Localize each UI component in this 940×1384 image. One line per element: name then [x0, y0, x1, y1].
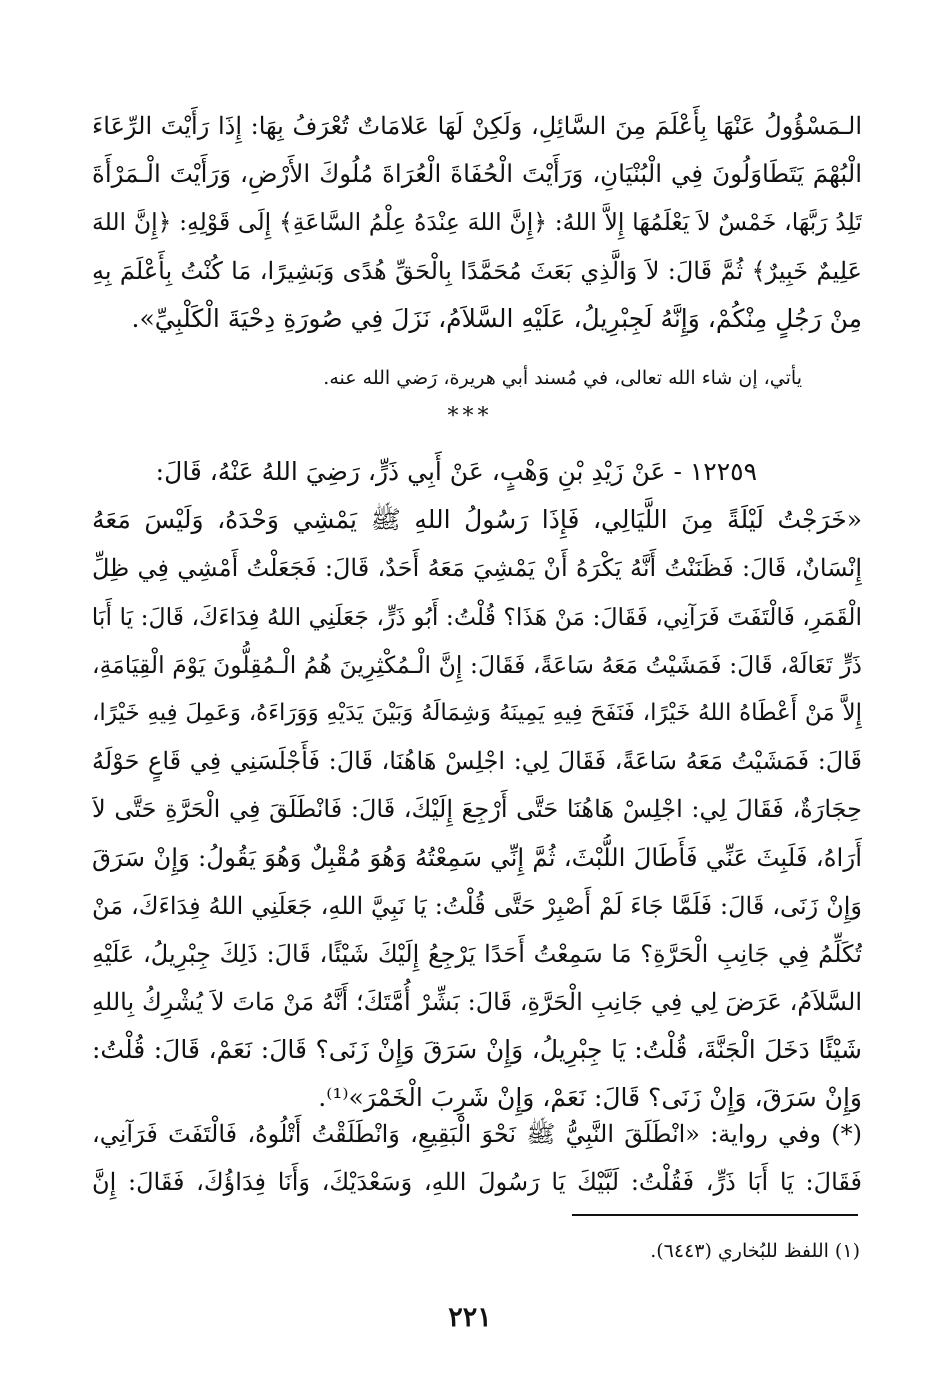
text-line: السَّلاَمُ، عَرَضَ لِي فِي جَانِبِ الْحَرَّةِ، قَالَ: بَشِّرْ أُمَّتَكَ؛ أَنَّهُ مَنْ مَاتَ لاَ يُشْرِكُ بِاللهِ [92, 988, 862, 1017]
page-number: ٢٢١ [448, 1302, 492, 1333]
text-line: الـمَسْؤُولُ عَنْهَا بِأَعْلَمَ مِنَ السَّائِلِ، وَلَكِنْ لَهَا عَلامَاتٌ تُعْرَفُ بِهَا: إِذَا رَأَيْتَ الرِّعَاءَ [92, 112, 862, 140]
text-line: ذَرٍّ تَعَالَهْ، قَالَ: فَمَشَيْتُ مَعَهُ سَاعَةً، فَقَالَ: إِنَّ الْـمُكْثِرِينَ هُمُ الْـمُقِلُّونَ يَوْمَ الْقِيَامَةِ، [92, 650, 862, 679]
footnote-divider [572, 1214, 858, 1216]
text-line: فَقَالَ: يَا أَبَا ذَرٍّ، فَقُلْتُ: لَبَّيْكَ يَا رَسُولَ اللهِ، وَسَعْدَيْكَ، وَأَنَا فِدَاؤُكَ، فَقَالَ: إِنَّ [92, 1168, 862, 1197]
text-line: تُكَلِّمُ فِي جَانِبِ الْحَرَّةِ؟ مَا سَمِعْتُ أَحَدًا يَرْجِعُ إِلَيْكَ شَيْئًا، قَالَ: ذَلِكَ جِبْرِيلُ، عَلَيْهِ [92, 939, 862, 968]
text-line: «خَرَجْتُ لَيْلَةً مِنَ اللَّيَالِي، فَإِذَا رَسُولُ اللهِ ﷺ يَمْشِي وَحْدَهُ، وَلَيْسَ مَعَهُ [92, 505, 862, 535]
text-line: أَرَاهُ، فَلَبِثَ عَنِّي فَأَطَالَ اللُّبْثَ، ثُمَّ إِنِّي سَمِعْتُهُ وَهُوَ مُقْبِلٌ وَهُوَ يَقُولُ: وَإِنْ سَرَقَ [92, 842, 862, 872]
text-line: (*) وفي رواية: «انْطَلَقَ النَّبِيُّ ﷺ نَحْوَ الْبَقِيعِ، وَانْطَلَقْتُ أَتْلُوهُ، فَالْتَفَتَ فَرَآنِي، [92, 1120, 862, 1148]
text-line: شَيْئًا دَخَلَ الْجَنَّةَ، قُلْتُ: يَا جِبْرِيلُ، وَإِنْ سَرَقَ وَإِنْ زَنَى؟ قَالَ: نَعَمْ، قَالَ: قُلْتُ: [92, 1035, 862, 1065]
hadith-heading: ١٢٢٥٩ - عَنْ زَيْدِ بْنِ وَهْبٍ، عَنْ أَبِي ذَرٍّ، رَضِيَ اللهُ عَنْهُ، قَالَ: [155, 457, 757, 486]
hadith-paragraph [92, 448, 862, 1123]
text-line: الْبُهْمَ يَتَطَاوَلُونَ فِي الْبُنْيَانِ، وَرَأَيْتَ الْحُفَاةَ الْعُرَاةَ مُلُوكَ الأَرْضِ، وَرَأَيْتَ الْـمَرْأَةَ [92, 159, 862, 189]
text-line: مِنْ رَجُلٍ مِنْكُمْ، وَإِنَّهُ لَجِبْرِيلُ، عَلَيْهِ السَّلاَمُ، نَزَلَ فِي صُورَةِ دِحْيَةَ الْكَلْبِيِّ». [131, 303, 862, 333]
text-line: وَإِنْ سَرَقَ، وَإِنْ زَنَى؟ قَالَ: نَعَمْ، وَإِنْ شَرِبَ الْخَمْرَ»⁽¹⁾. [318, 1083, 862, 1113]
riwaya-paragraph [92, 1110, 862, 1206]
text-line: وَإِنْ زَنَى، قَالَ: فَلَمَّا جَاءَ لَمْ أَصْبِرْ حَتَّى قُلْتُ: يَا نَبِيَّ اللهِ، جَعَلَنِي اللهُ فِدَاءَكَ، مَنْ [92, 891, 862, 920]
text-line: الْقَمَرِ، فَالْتَفَتَ فَرَآنِي، فَقَالَ: مَنْ هَذَا؟ قُلْتُ: أَبُو ذَرٍّ، جَعَلَنِي اللهُ فِدَاءَكَ، قَالَ: يَا أَبَا [92, 602, 862, 631]
intro-paragraph [92, 102, 862, 343]
text-line: قَالَ: فَمَشَيْتُ مَعَهُ سَاعَةً، فَقَالَ لِي: اجْلِسْ هَاهُنَا، قَالَ: فَأَجْلَسَنِي فِي قَاعٍ حَوْلَهُ [92, 747, 862, 776]
footnote: (١) اللفظ للبُخاري (٦٤٤٣). [650, 1240, 860, 1262]
cross-reference-note [92, 362, 802, 394]
text-line: تَلِدُ رَبَّهَا، خَمْسٌ لاَ يَعْلَمُهَا إِلاَّ اللهُ: ﴿إِنَّ اللهَ عِنْدَهُ عِلْمُ السَّاعَةِ﴾ إِلَى قَوْلِهِ: ﴿إِنَّ اللهَ [92, 208, 862, 237]
text-line: حِجَارَةٌ، فَقَالَ لِي: اجْلِسْ هَاهُنَا حَتَّى أَرْجِعَ إِلَيْكَ، قَالَ: فَانْطَلَقَ فِي الْحَرَّةِ حَتَّى لاَ [92, 795, 862, 824]
text-line: إِلاَّ مَنْ أَعْطَاهُ اللهُ خَيْرًا، فَنَفَحَ فِيهِ يَمِينَهُ وَشِمَالَهُ وَبَيْنَ يَدَيْهِ وَوَرَاءَهُ، وَعَمِلَ فِيهِ خَيْرًا، [92, 699, 862, 726]
section-separator: *** [447, 404, 493, 429]
text-line: عَلِيمٌ خَبِيرٌ﴾ ثُمَّ قَالَ: لاَ وَالَّذِي بَعَثَ مُحَمَّدًا بِالْحَقِّ هُدًى وَبَشِيرًا، مَا كُنْتُ بِأَعْلَمَ بِهِ [92, 256, 862, 285]
text-line: إِنْسَانٌ، قَالَ: فَظَنَنْتُ أَنَّهُ يَكْرَهُ أَنْ يَمْشِيَ مَعَهُ أَحَدٌ، قَالَ: فَجَعَلْتُ أَمْشِي فِي ظِلِّ [92, 554, 862, 583]
note-text: يأتي، إن شاء الله تعالى، في مُسند أبي هريرة، رَضي الله عنه. [323, 367, 802, 389]
